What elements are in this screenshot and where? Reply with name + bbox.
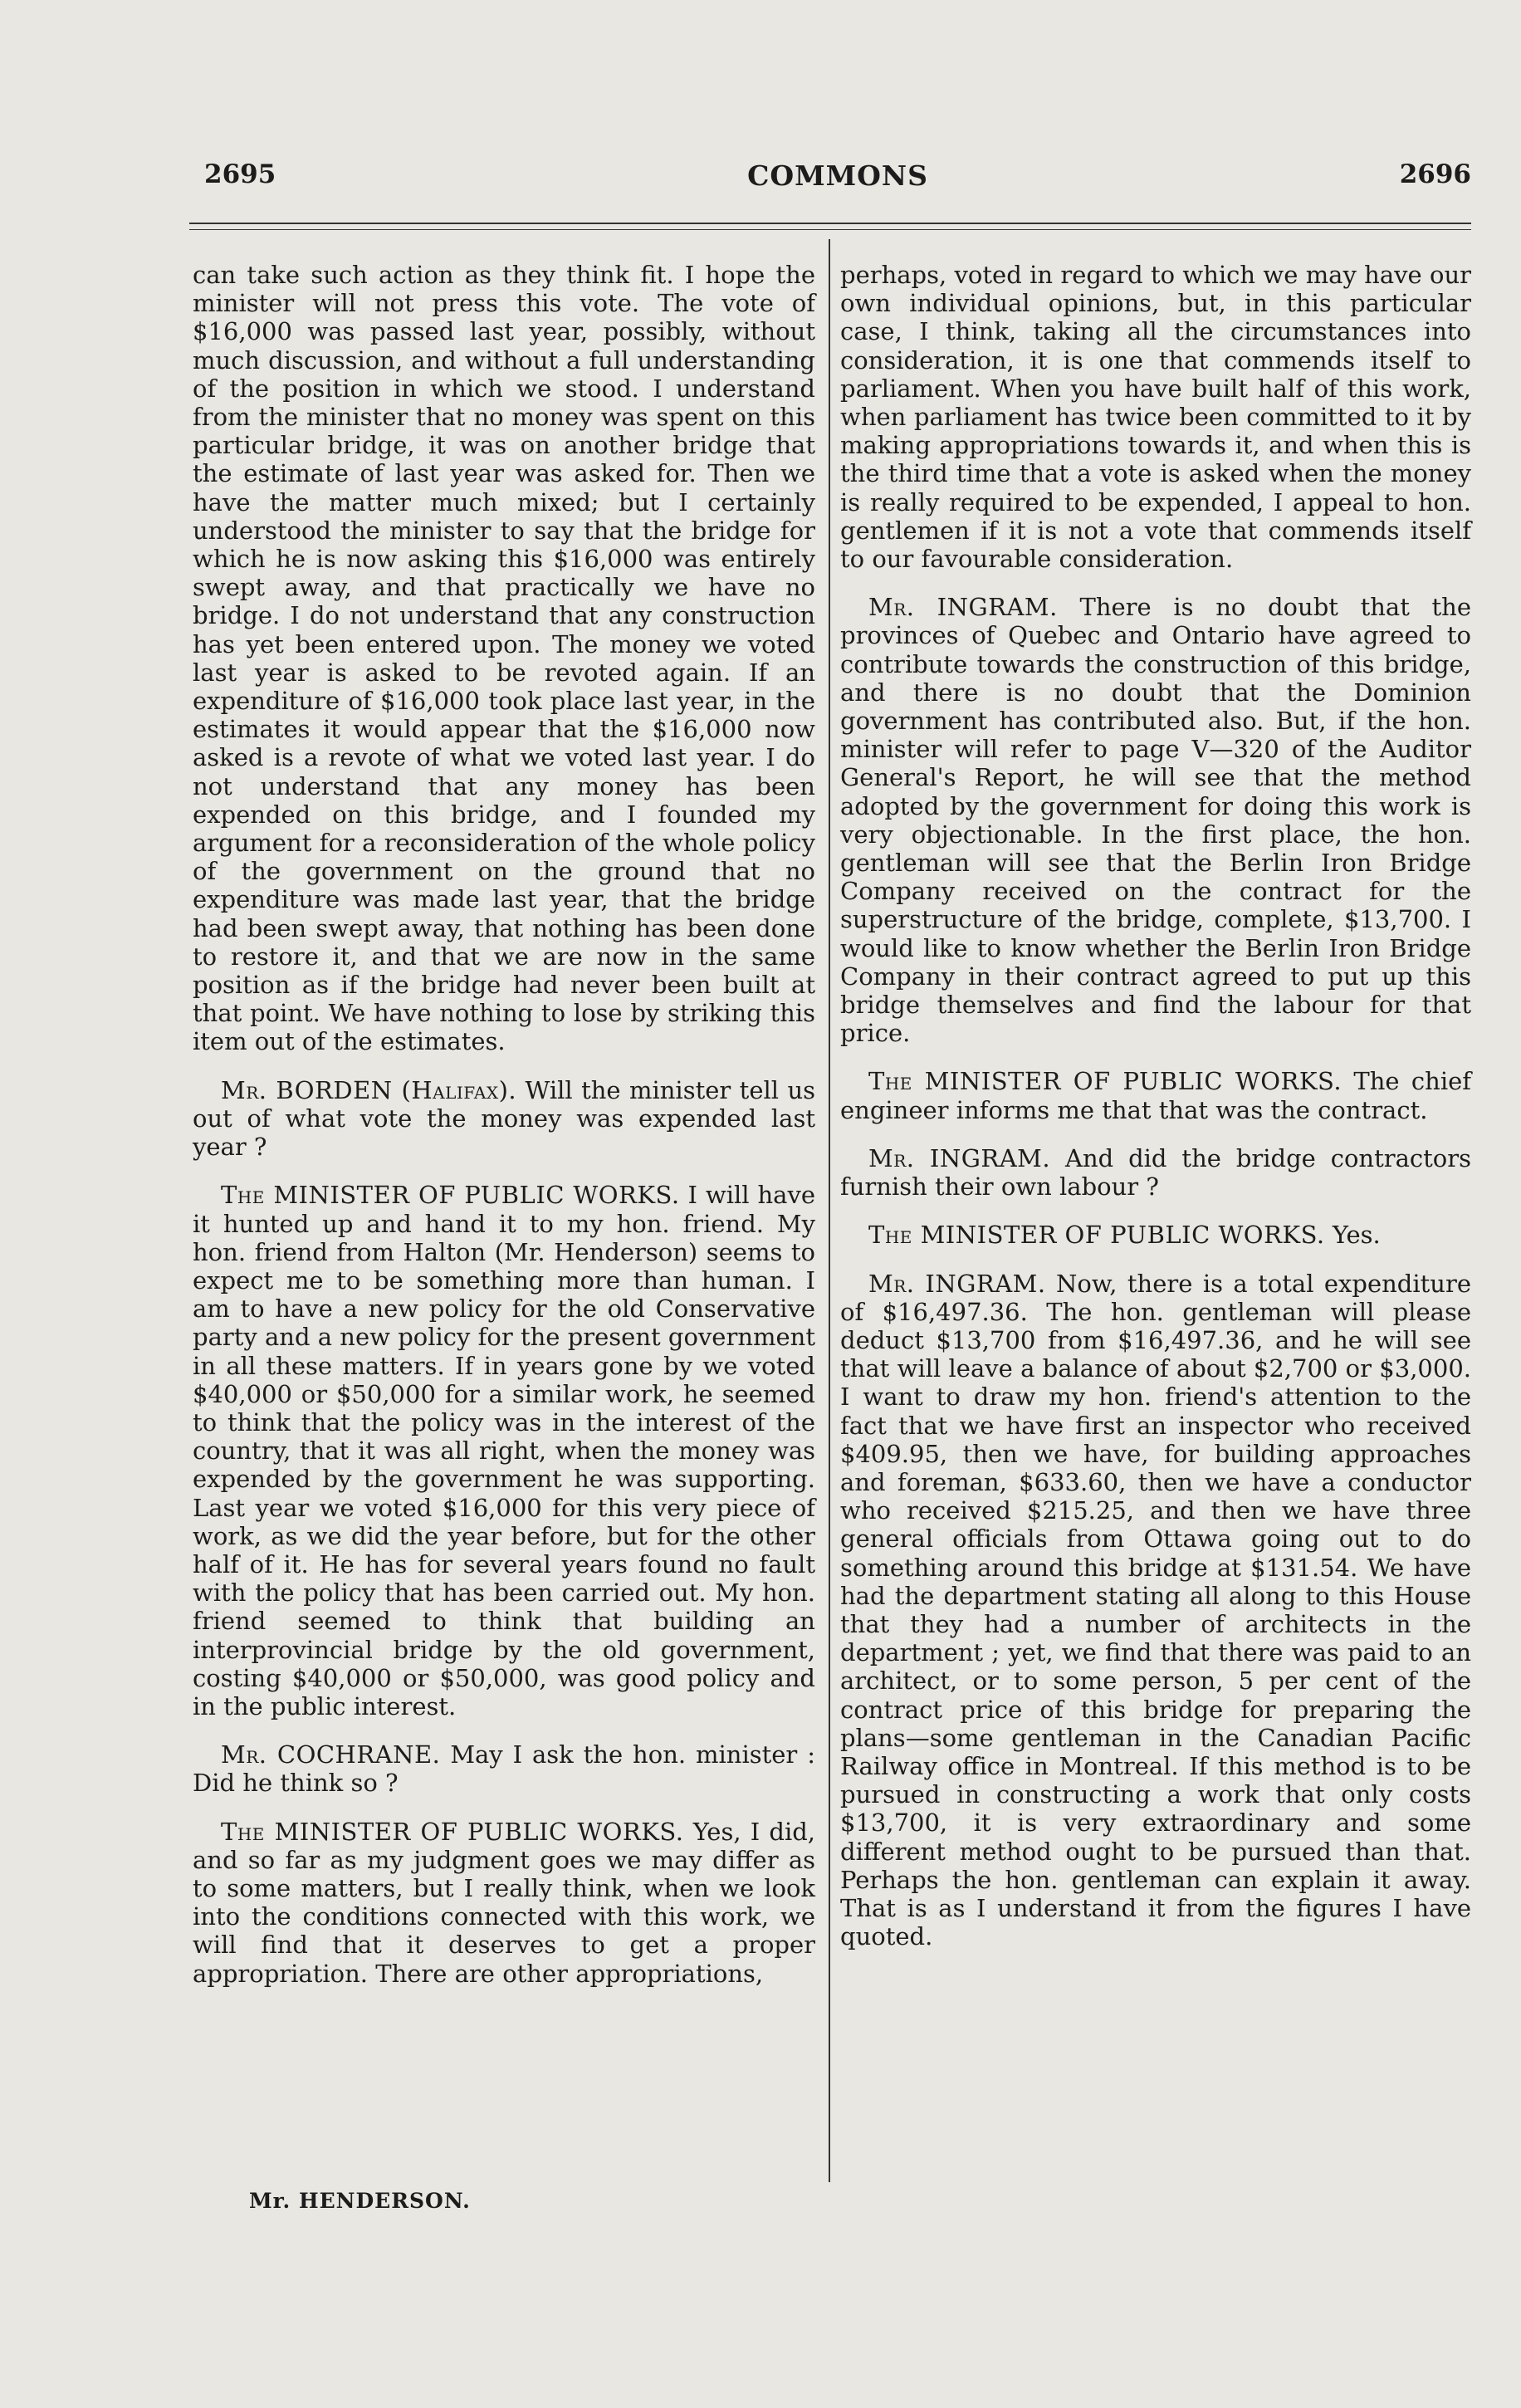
paragraph bbox=[193, 1181, 815, 1720]
paragraph-text: Yes. bbox=[1332, 1221, 1381, 1250]
paragraph bbox=[193, 261, 815, 1056]
paragraph bbox=[840, 1221, 1471, 1249]
catchword: Mr. HENDERSON. bbox=[249, 2189, 471, 2213]
paragraph-text: perhaps, voted in regard to which we may have our own individual opinions, but, in this particular case, I think, taking all the circumstances into consideration, it is one that commends itself to parliament. When you have built half of this work, when parliament has twice been committed to it by making appropriations towards it, and when this is the third time that a vote is asked when the money is really required to be expended, I appeal to hon. gentlemen if it is not a vote that commends itself to our favourable consideration. bbox=[840, 261, 1471, 574]
paragraph-text: May I ask the hon. minister : Did he think so ? bbox=[193, 1740, 815, 1798]
paragraph bbox=[840, 261, 1471, 573]
paragraph bbox=[193, 1818, 815, 1988]
speaker-name: The MINISTER OF PUBLIC WORKS. bbox=[868, 1067, 1342, 1096]
running-header bbox=[204, 159, 1471, 199]
right-column bbox=[840, 261, 1471, 1970]
speaker-name: Mr. INGRAM. bbox=[868, 593, 1058, 622]
page-number-right: 2696 bbox=[1399, 159, 1471, 189]
paragraph-text: There is no doubt that the provinces of Quebec and Ontario have agreed to contribute towards the construction of this bridge, and there is no doubt that the Dominion government has contributed also. But, if the hon. minister will refer to page V—320 of the Auditor General's Report, he will see that the method adopted by the government for doing this work is very objectionable. In the first place, the hon. gentleman will see that the Berlin Iron Bridge Company received on the contract for the superstructure of the bridge, complete, $13,700. I would like to know whether the Berlin Iron Bridge Company in their contract agreed to put up this bridge themselves and find the labour for that price. bbox=[840, 593, 1471, 1048]
page-number-left: 2695 bbox=[204, 159, 276, 189]
paragraph-text: can take such action as they think fit. I hope the minister will not press this vote. The vote of $16,000 was passed last year, possibly, without much discussion, and without a full understanding of the position in which we stood. I understand from the minister that no money was spent on this particular bridge, it was on another bridge that the estimate of last year was asked for. Then we have the matter much mixed; but I certainly understood the minister to say that the bridge for which he is now asking this $16,000 was entirely swept away, and that practically we have no bridge. I do not understand that any construction has yet been entered upon. The money we voted last year is asked to be revoted again. If an expenditure of $16,000 took place last year, in the estimates it would appear that the $16,000 now asked is a revote of what we voted last year. I do not understand that any money has been expended on this bridge, and I founded my argument for a reconsideration of the whole policy of the government on the ground that no expenditure was made last year, that the bridge had been swept away, that nothing has been done to restore it, and that we are now in the same position as if the bridge had never been built at that point. We have nothing to lose by striking this item out of the estimates. bbox=[193, 261, 815, 1056]
speaker-name: The MINISTER OF PUBLIC WORKS. bbox=[868, 1221, 1325, 1250]
page-title: COMMONS bbox=[747, 159, 928, 192]
speaker-name: Mr. COCHRANE. bbox=[221, 1740, 441, 1769]
paragraph-text: Yes, I did, and so far as my judgment goes we may differ as to some matters, but I really think, when we look into the conditions connected with this work, we will find that it deserves to get a proper appropriation. There are other appropriations, bbox=[193, 1817, 816, 1988]
left-column bbox=[193, 261, 815, 2008]
paragraph bbox=[840, 1144, 1471, 1201]
header-rule-bottom bbox=[189, 229, 1471, 230]
paragraph-text: The chief engineer informs me that that was the contract. bbox=[840, 1067, 1472, 1124]
paragraph-text: Now, there is a total expenditure of $16,497.36. The hon. gentleman will please deduct $13,700 from $16,497.36, and he will see that will leave a balance of about $2,700 or $3,000. I want to draw my hon. friend's attention to the fact that we have first an inspector who received $409.95, then we have, for building approaches and foreman, $633.60, then we have a conductor who received $215.25, and then we have three general officials from Ottawa going out to do something around this bridge at $131.54. We have had the department stating all along to this House that they had a number of architects in the department ; yet, we find that there was paid to an architect, or to some person, 5 per cent of the contract price of this bridge for preparing the plans—some gentleman in the Canadian Pacific Railway office in Montreal. If this method is to be pursued in constructing a work that only costs $13,700, it is very extraordinary and some different method ought to be pursued than that. Perhaps the hon. gentleman can explain it away. That is as I understand it from the figures I have quoted. bbox=[840, 1269, 1472, 1951]
paragraph bbox=[840, 593, 1471, 1047]
column-divider bbox=[829, 239, 830, 2182]
speaker-name: Mr. INGRAM. bbox=[868, 1143, 1051, 1172]
speaker-name: Mr. INGRAM. bbox=[868, 1269, 1046, 1298]
paragraph-text: Will the minister tell us out of what vote the money was expended last year ? bbox=[193, 1075, 816, 1162]
speaker-name: The MINISTER OF PUBLIC WORKS. bbox=[221, 1181, 680, 1210]
speaker-name: Mr. BORDEN (Halifax). bbox=[221, 1075, 517, 1104]
paragraph bbox=[193, 1740, 815, 1797]
paragraph bbox=[840, 1067, 1471, 1123]
paragraph-text: And did the bridge contractors furnish their own labour ? bbox=[840, 1143, 1472, 1202]
paragraph-text: I will have it hunted up and hand it to my hon. friend. My hon. friend from Halton (Mr. Henderson) seems to expect me to be something more than human. I am to have a new policy for the old Conservative party and a new policy for the present government in all these matters. If in years gone by we voted $40,000 or $50,000 for a similar work, he seemed to think that the policy was in the interest of the country, that it was all right, when the money was expended by the government he was supporting. Last year we voted $16,000 for this very piece of work, as we did the year before, but for the other half of it. He has for several years found no fault with the policy that has been carried out. My hon. friend seemed to think that building an interprovincial bridge by the old government, costing $40,000 or $50,000, was good policy and in the public interest. bbox=[193, 1181, 816, 1720]
speaker-name: The MINISTER OF PUBLIC WORKS. bbox=[221, 1817, 684, 1846]
paragraph bbox=[840, 1270, 1471, 1951]
header-rule-top bbox=[189, 223, 1471, 224]
paragraph bbox=[193, 1076, 815, 1162]
